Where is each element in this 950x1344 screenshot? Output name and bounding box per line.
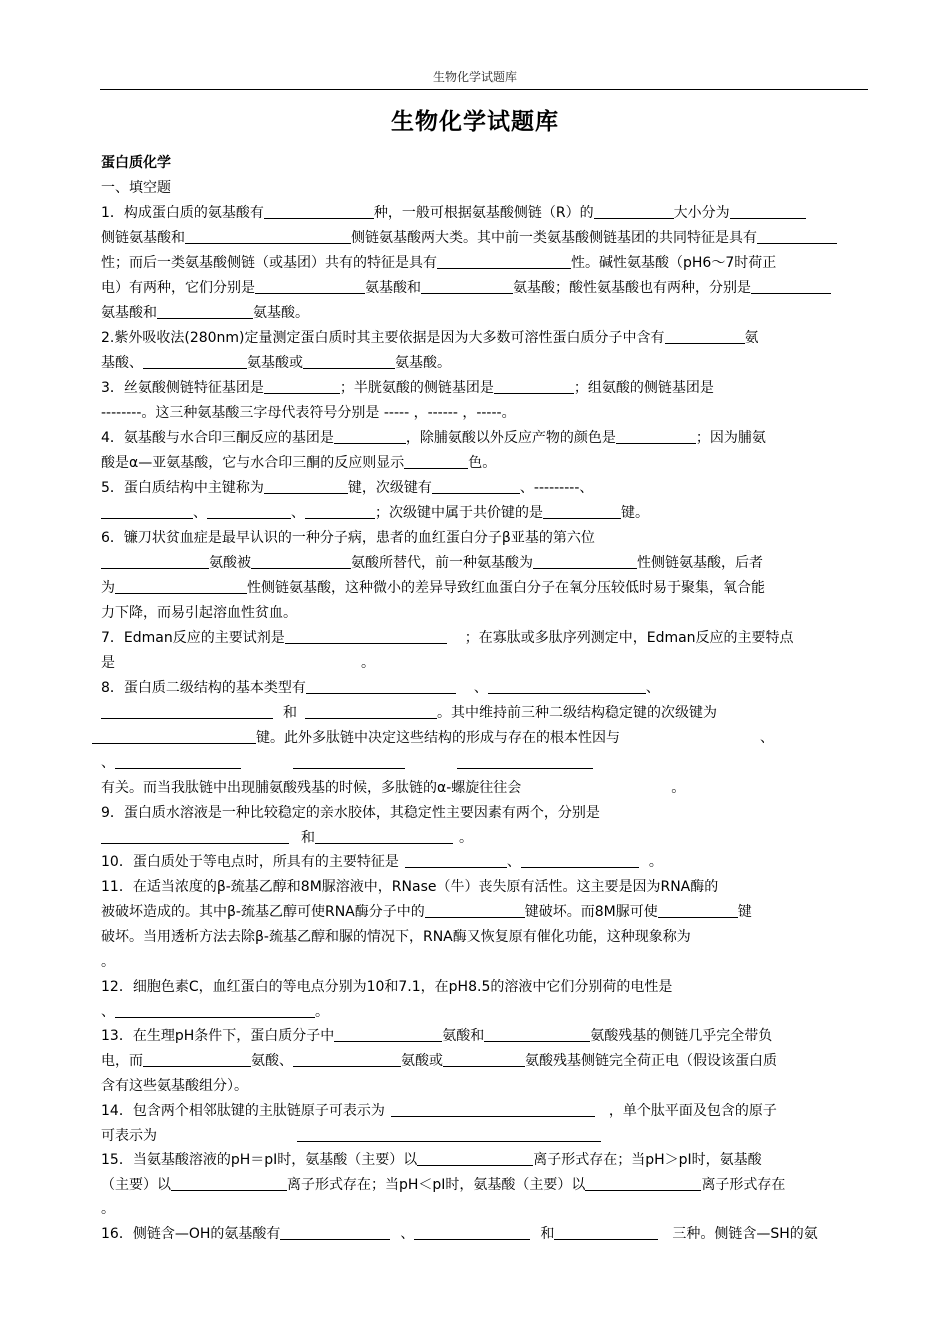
blank — [185, 230, 351, 244]
blank — [293, 1053, 401, 1067]
text-line: 和 。其中维持前三种二级结构稳定键的次级键为 — [101, 704, 717, 722]
text-line: 侧链氨基酸和 侧链氨基酸两大类。其中前一类氨基酸侧链基团的共同特征是具有 — [101, 229, 837, 247]
blank — [255, 280, 365, 294]
blank — [334, 430, 406, 444]
blank — [757, 230, 837, 244]
header-rule — [100, 89, 868, 90]
blank — [751, 280, 831, 294]
blank — [171, 1177, 287, 1191]
text-line: 和 。 — [101, 829, 473, 847]
text-line: 6．镰刀状贫血症是最早认识的一种分子病，患者的血红蛋白分子β亚基的第六位 — [101, 530, 595, 546]
subsection-heading: 一、填空题 — [101, 180, 171, 196]
blank — [554, 1226, 658, 1240]
blank — [533, 555, 637, 569]
blank — [306, 680, 456, 694]
text-line: 可表示为 — [101, 1127, 601, 1145]
text-line: 有关。而当我肽链中出现脯氨酸残基的时候，多肽链的α-螺旋往往会 。 — [101, 780, 686, 796]
text-line: 氨酸被 氨酸所替代，前一种氨基酸为 性侧链氨基酸，后者 — [101, 554, 763, 572]
text-line: 电，而 氨酸、 氨酸或 氨酸残基侧链完全荷正电（假设该蛋白质 — [101, 1053, 777, 1069]
text-line: 为 性侧链氨基酸，这种微小的差异导致红血蛋白分子在氧分压较低时易于聚集，氧合能 — [101, 580, 765, 596]
blank — [297, 1128, 601, 1142]
blank — [432, 480, 520, 494]
blank — [101, 555, 209, 569]
text-line: 2.紫外吸收法(280nm)定量测定蛋白质时其主要依据是因为大多数可溶性蛋白质分子中含有 氨 — [101, 330, 759, 346]
blank — [658, 904, 738, 918]
text-line: 8．蛋白质二级结构的基本类型有 、 、 — [101, 680, 660, 696]
text-line: 1．构成蛋白质的氨基酸有 种，一般可根据氨基酸侧链（R）的 大小分为 — [101, 204, 806, 222]
text-line: 9．蛋白质水溶液是一种比较稳定的亲水胶体，其稳定性主要因素有两个，分别是 — [101, 805, 600, 821]
section-heading: 蛋白质化学 — [101, 155, 171, 171]
text-line: 、 — [101, 754, 593, 772]
text-line: 酸是α—亚氨基酸，它与水合印三酮的反应则显示 色。 — [101, 455, 497, 471]
blank — [665, 330, 745, 344]
blank — [494, 380, 574, 394]
blank — [594, 205, 674, 219]
text-line: 15．当氨基酸溶液的pH＝pI时，氨基酸（主要）以 离子形式存在；当pH＞pI时，氨基酸 — [101, 1152, 762, 1168]
blank — [143, 1053, 251, 1067]
blank — [305, 705, 437, 719]
blank — [488, 680, 646, 694]
blank — [264, 480, 348, 494]
blank — [437, 255, 571, 269]
blank — [303, 355, 395, 369]
text-line: 。 — [101, 954, 115, 970]
text-line: 16．侧链含—OH的氨基酸有 、 和 三种。侧链含—SH的氨 — [101, 1226, 818, 1242]
text-line: 、 、 ；次级键中属于共价键的是 键。 — [101, 504, 649, 522]
text-line: --------。这三种氨基酸三字母代表符号分别是 ----- ，------ ，-----。 — [101, 405, 516, 421]
text-line: （主要）以 离子形式存在；当pH＜pI时，氨基酸（主要）以 离子形式存在 — [101, 1177, 786, 1193]
blank — [414, 1226, 530, 1240]
text-line: 破坏。当用透析方法去除β-巯基乙醇和脲的情况下，RNA酶又恢复原有催化功能，这种现象称为 — [101, 929, 691, 945]
text-line: 7．Edman反应的主要试剂是 ；在寡肽或多肽序列测定中，Edman反应的主要特点 — [101, 630, 794, 646]
blank — [315, 830, 453, 844]
text-line: 被破坏造成的。其中β-巯基乙醇可使RNA酶分子中的 键破坏。而8M脲可使 键 — [101, 904, 752, 920]
running-header: 生物化学试题库 — [432, 70, 517, 84]
text-line: 是 。 — [101, 655, 375, 671]
blank — [264, 205, 374, 219]
blank — [484, 1028, 590, 1042]
blank — [101, 705, 273, 719]
blank — [521, 854, 639, 868]
blank — [421, 280, 513, 294]
blank — [264, 380, 340, 394]
text-line: 力下降，而易引起溶血性贫血。 — [101, 605, 297, 621]
text-line: 14．包含两个相邻肽键的主肽链原子可表示为 ，单个肽平面及包含的原子 — [101, 1103, 777, 1119]
text-line: 基酸、 氨基酸或 氨基酸。 — [101, 355, 451, 371]
blank — [207, 505, 291, 519]
blank — [157, 305, 253, 319]
blank — [417, 1152, 533, 1166]
blank — [251, 555, 351, 569]
blank — [92, 730, 256, 744]
text-line: 。 — [101, 1201, 115, 1217]
blank — [391, 1103, 595, 1117]
blank — [404, 455, 468, 469]
blank — [585, 1177, 701, 1191]
blank — [457, 755, 593, 769]
text-line: 5．蛋白质结构中主键称为 键，次级键有 、---------、 — [101, 480, 594, 496]
text-line: 3．丝氨酸侧链特征基团是 ；半胱氨酸的侧链基团是 ；组氨酸的侧链基团是 — [101, 380, 714, 396]
blank — [405, 854, 507, 868]
blank — [115, 580, 247, 594]
text-line: 10．蛋白质处于等电点时，所具有的主要特征是 、 。 — [101, 854, 663, 870]
text-line: 氨基酸和 氨基酸。 — [101, 305, 309, 321]
text-line: 含有这些氨基酸组分）。 — [101, 1078, 248, 1094]
text-line: 13．在生理pH条件下，蛋白质分子中 氨酸和 氨酸残基的侧链几乎完全带负 — [101, 1028, 773, 1044]
text-line: 键。此外多肽链中决定这些结构的形成与存在的根本性因与 、 — [92, 729, 774, 747]
text-line: 、 。 — [101, 1004, 329, 1020]
blank — [101, 830, 289, 844]
blank — [285, 630, 447, 644]
text-line: 12．细胞色素C，血红蛋白的等电点分别为10和7.1，在pH8.5的溶液中它们分别荷的电性是 — [101, 979, 673, 995]
blank — [115, 755, 241, 769]
blank — [280, 1226, 390, 1240]
blank — [101, 505, 193, 519]
blank — [616, 430, 696, 444]
text-line: 11．在适当浓度的β-巯基乙醇和8M脲溶液中，RNase（牛）丧失原有活性。这主要是因为RNA酶的 — [101, 879, 719, 895]
blank — [425, 904, 525, 918]
blank — [730, 205, 806, 219]
blank — [443, 1053, 525, 1067]
blank — [305, 505, 375, 519]
page-title: 生物化学试题库 — [391, 109, 559, 135]
blank — [115, 1004, 315, 1018]
text-line: 电）有两种，它们分别是 氨基酸和 氨基酸；酸性氨基酸也有两种，分别是 — [101, 279, 831, 297]
blank — [143, 355, 247, 369]
text-line: 4．氨基酸与水合印三酮反应的基团是 ，除脯氨酸以外反应产物的颜色是 ；因为脯氨 — [101, 430, 766, 446]
blank — [334, 1028, 442, 1042]
blank — [543, 505, 621, 519]
text-line: 性；而后一类氨基酸侧链（或基团）共有的特征是具有 性。碱性氨基酸（pH6～7时荷正 — [101, 255, 777, 271]
blank — [293, 755, 405, 769]
